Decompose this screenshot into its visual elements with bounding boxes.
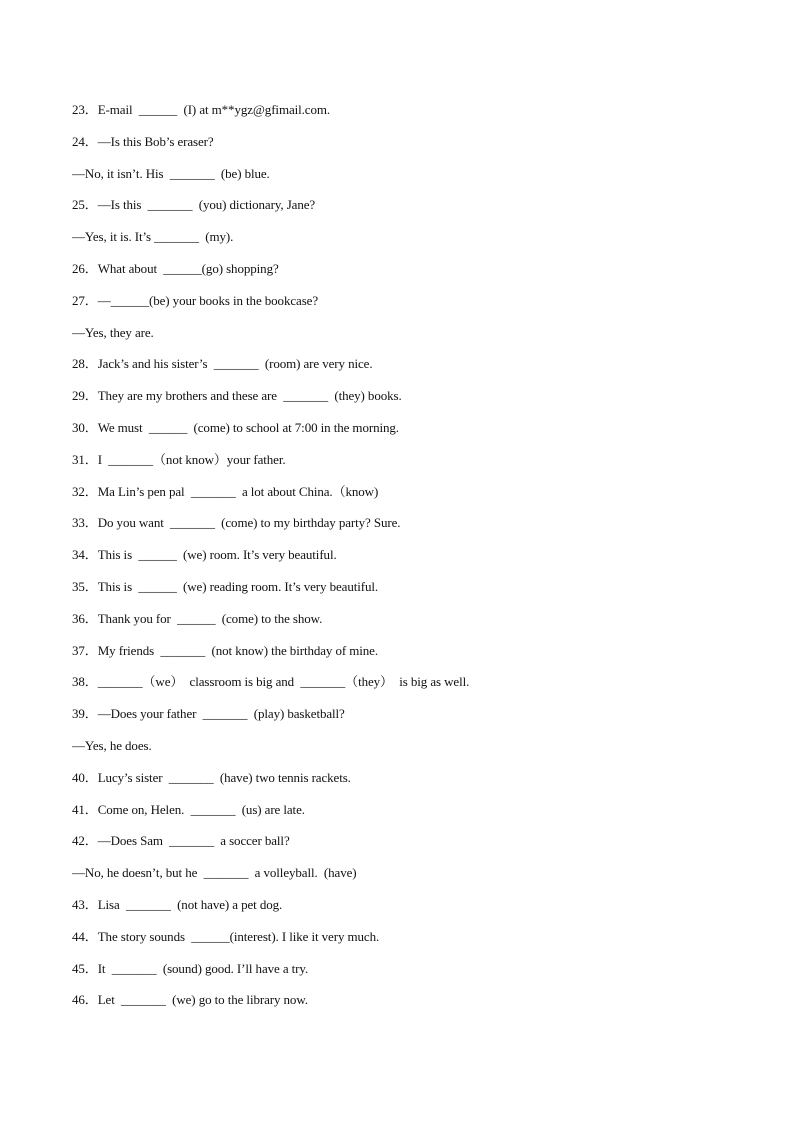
- exercise-line: 40．Lucy’s sister _______ (have) two tennis rackets.: [72, 769, 351, 785]
- exercise-line: 37．My friends _______ (not know) the birthday of mine.: [72, 642, 378, 658]
- exercise-line: —Yes, it is. It’s _______ (my).: [72, 229, 234, 245]
- exercise-line: 42．—Does Sam _______ a soccer ball?: [72, 833, 290, 849]
- exercise-line: 39．—Does your father _______ (play) basketball?: [72, 706, 345, 722]
- exercise-line: 43．Lisa _______ (not have) a pet dog.: [72, 896, 283, 912]
- exercise-line: —No, he doesn’t, but he _______ a volleyball. (have): [72, 865, 357, 881]
- exercise-line: 46．Let _______ (we) go to the library now.: [72, 992, 308, 1008]
- exercise-line: 45．It _______ (sound) good. I’ll have a try.: [72, 960, 309, 976]
- exercise-list: [72, 101, 732, 1023]
- exercise-line: 25．—Is this _______ (you) dictionary, Jane?: [72, 197, 316, 213]
- exercise-line: 26．What about ______(go) shopping?: [72, 260, 279, 276]
- exercise-line: 23．E-mail ______ (I) at m**ygz@gfimail.com.: [72, 102, 331, 117]
- exercise-line: —Yes, they are.: [72, 324, 154, 340]
- exercise-line: 27．—______(be) your books in the bookcase?: [72, 292, 318, 308]
- exercise-line: 35．This is ______ (we) reading room. It’s very beautiful.: [72, 578, 379, 594]
- exercise-line: 28．Jack’s and his sister’s _______ (room) are very nice.: [72, 356, 373, 372]
- exercise-line: 33．Do you want _______ (come) to my birthday party? Sure.: [72, 515, 401, 531]
- exercise-line: 38．_______（we） classroom is big and _______（they） is big as well.: [72, 674, 470, 690]
- exercise-line: 44．The story sounds ______(interest). I like it very much.: [72, 928, 380, 944]
- exercise-line: 32．Ma Lin’s pen pal _______ a lot about China.（know): [72, 483, 379, 499]
- exercise-line: —Yes, he does.: [72, 737, 152, 753]
- exercise-line: 30．We must ______ (come) to school at 7:00 in the morning.: [72, 419, 399, 435]
- exercise-line: 41．Come on, Helen. _______ (us) are late.: [72, 801, 305, 817]
- exercise-line: 34．This is ______ (we) room. It’s very beautiful.: [72, 547, 337, 563]
- exercise-line: 24．—Is this Bob’s eraser?: [72, 133, 214, 149]
- exercise-line: 29．They are my brothers and these are _______ (they) books.: [72, 388, 402, 404]
- exercise-line: —No, it isn’t. His _______ (be) blue.: [72, 165, 270, 181]
- exercise-line: 31．I _______（not know）your father.: [72, 451, 286, 467]
- exercise-line: 36．Thank you for ______ (come) to the show.: [72, 610, 323, 626]
